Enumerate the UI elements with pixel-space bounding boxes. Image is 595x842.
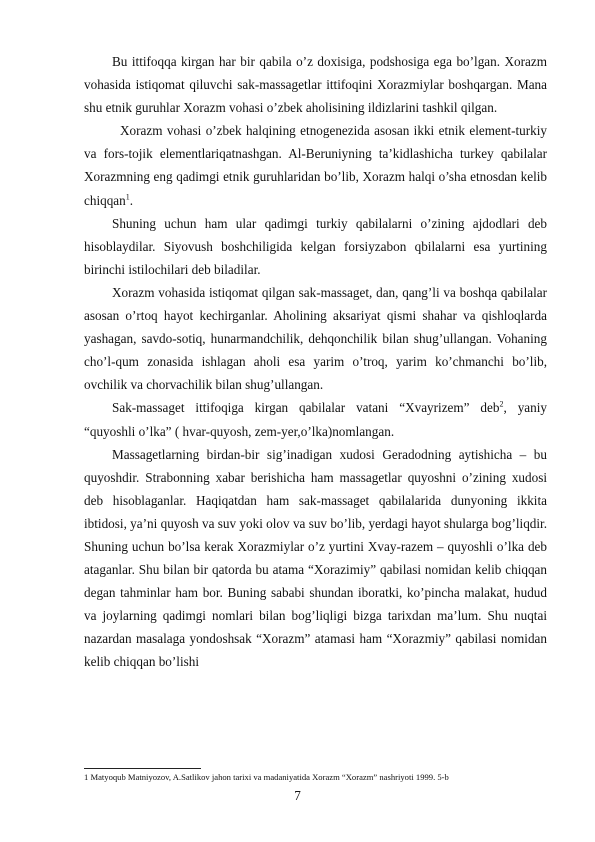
paragraph-4-text: Xorazm vohasida istiqomat qilgan sak-massaget, dan, qang’li va boshqa qabilalar asosan o’rtoq hayot kechirganlar. Aholining aksariyat qismi shahar va qishloqlarda yashagan, savdo-sotiq, hunarmandchilik, dehqonchilik bilan shug’ullangan. Vohaning cho’l-qum zonasida ishlagan aholi esa yarim o’troq, yarim ko’chmanchi bo’lib, ovchilik va chorvachilik bilan shug’ullangan. (84, 284, 547, 393)
paragraph-4 (84, 281, 547, 396)
paragraph-5-tail: , yaniy “quyoshli o’lka” ( hvar-quyosh, zem-yer,o’lka)nomlangan. (84, 400, 547, 439)
paragraph-6 (84, 443, 547, 674)
paragraph-5-text: Sak-massaget ittifoqiga kirgan qabilalar vatani “Xvayrizem” deb (112, 400, 500, 416)
paragraph-2-text: Xorazm vohasi o’zbek halqining etnogenezida asosan ikki etnik element-turkiy va fors-tojik elementlariqatnashgan. Al-Beruniyning ta’kidlashicha turkey qabilalar Xorazmning eng qadimgi etnik guruhlaridan bo’lib, Xorazm halqi o’sha etnosdan kelib chiqqan (84, 123, 547, 208)
document-body (84, 50, 547, 674)
footnote-ref-1[interactable]: 1 (125, 192, 130, 202)
footnote-text: 1 Matyoqub Matniyozov, A.Satlikov jahon tarixi va madaniyatida Xorazm “Xorazm” nashriyoti 1999. 5-b (84, 772, 449, 782)
paragraph-1 (84, 50, 547, 119)
paragraph-3 (84, 212, 547, 281)
footnote (84, 772, 547, 783)
page-number: 7 (294, 788, 301, 803)
footnote-divider (84, 768, 201, 769)
paragraph-1-text: Bu ittifoqqa kirgan har bir qabila o’z doxisiga, podshosiga ega bo’lgan. Xorazm vohasida istiqomat qiluvchi sak-massagetlar ittifoqini Xorazmiylar boshqargan. Mana shu etnik guruhlar Xorazm vohasi o’zbek aholisining ildizlarini tashkil qilgan. (84, 54, 547, 116)
paragraph-6-text: Massagetlarning birdan-bir sig’inadigan xudosi Geradodning aytishicha – bu quyoshdir. Strabonning xabar berishicha ham massagetlar quyoshni o’zining xudosi deb hisoblaganlar. Haqiqatdan ham sak-massaget qabilalarida dunyoning ikkita ibtidosi, ya’ni quyosh va suv yoki olov va suv bo’lib, yerdagi hayot shularga bog’liqdir. Shuning uchun bo’lsa kerak Xorazmiylar o’z yurtini Xvay-razem – quyoshli o’lka deb ataganlar. Shu bilan bir qatorda bu atama “Xorazimiy” qabilasi nomidan kelib chiqqan degan tahminlar ham bor. Buning sababi shundan iboratki, ko’pincha malakat, hudud va joylarning qadimgi nomlari bilan bog’liqligi bizga tarixdan ma’lum. Shu nuqtai nazardan masalaga yondoshsak “Xorazm” atamasi ham “Xorazmiy” qabilasi nomidan kelib chiqqan bo’lishi (84, 446, 547, 670)
paragraph-3-text: Shuning uchun ham ular qadimgi turkiy qabilalarni o’zining ajdodlari deb hisoblaydilar. Siyovush boshchiligida kelgan forsiyzabon qbilalarni esa yurtining birinchi istilochilari deb biladilar. (84, 215, 547, 277)
paragraph-2-tail: . (129, 192, 134, 208)
paragraph-2 (84, 119, 547, 211)
paragraph-5 (84, 396, 547, 442)
footnote-ref-2[interactable]: 2 (499, 400, 504, 410)
